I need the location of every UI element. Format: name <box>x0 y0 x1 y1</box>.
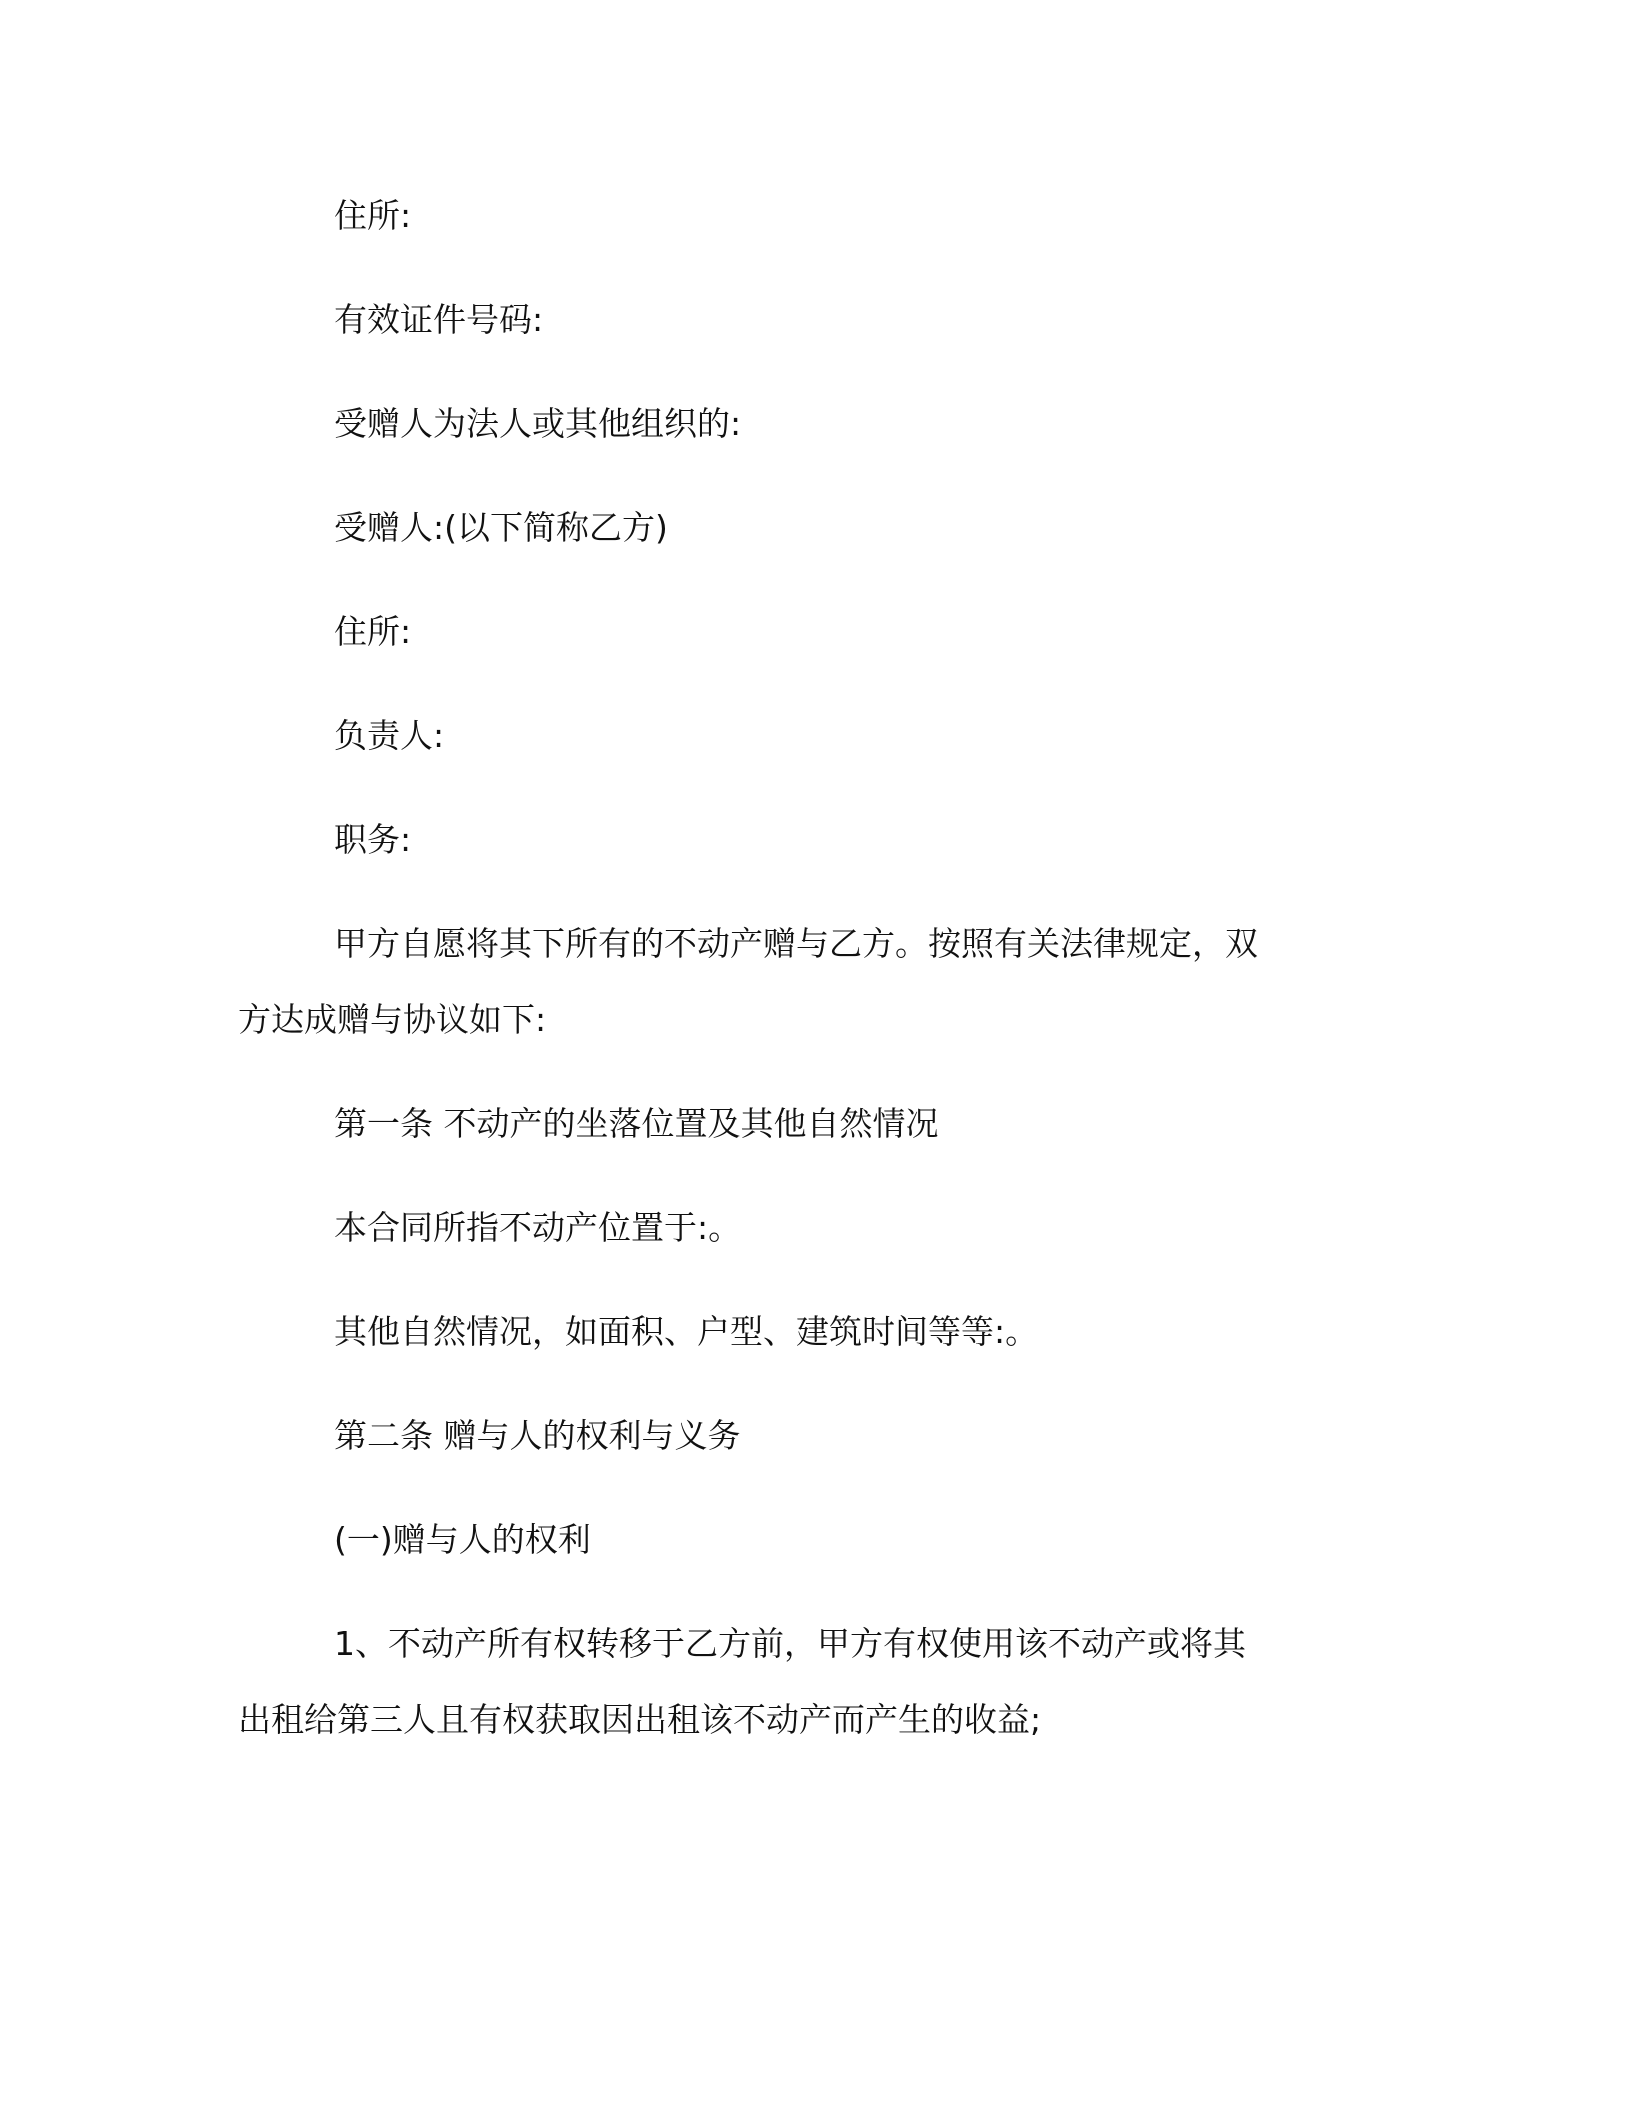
donor-right-one-line-1: 1、不动产所有权转移于乙方前，甲方有权使用该不动产或将其 <box>334 1624 1246 1663</box>
article-one-heading: 第一条 不动产的坐落位置及其他自然情况 <box>334 1104 939 1143</box>
organization-address-label: 住所: <box>334 612 412 651</box>
donor-right-one-line-2: 出租给第三人且有权获取因出租该不动产而产生的收益; <box>238 1700 1042 1739</box>
donee-label: 受赠人:(以下简称乙方) <box>334 508 668 547</box>
responsible-person-label: 负责人: <box>334 716 445 755</box>
property-details-line: 其他自然情况，如面积、户型、建筑时间等等:。 <box>334 1312 1039 1351</box>
agreement-intro-line-2: 方达成赠与协议如下: <box>238 1000 547 1039</box>
donor-rights-subheading: (一)赠与人的权利 <box>334 1520 591 1559</box>
id-number-label: 有效证件号码: <box>334 300 544 339</box>
article-two-heading: 第二条 赠与人的权利与义务 <box>334 1416 741 1455</box>
donee-organization-heading: 受赠人为法人或其他组织的: <box>334 404 742 443</box>
agreement-intro-line-1: 甲方自愿将其下所有的不动产赠与乙方。按照有关法律规定，双 <box>334 924 1258 963</box>
donee-address-label: 住所: <box>334 196 412 235</box>
position-label: 职务: <box>334 820 412 859</box>
property-location-line: 本合同所指不动产位置于:。 <box>334 1208 742 1247</box>
